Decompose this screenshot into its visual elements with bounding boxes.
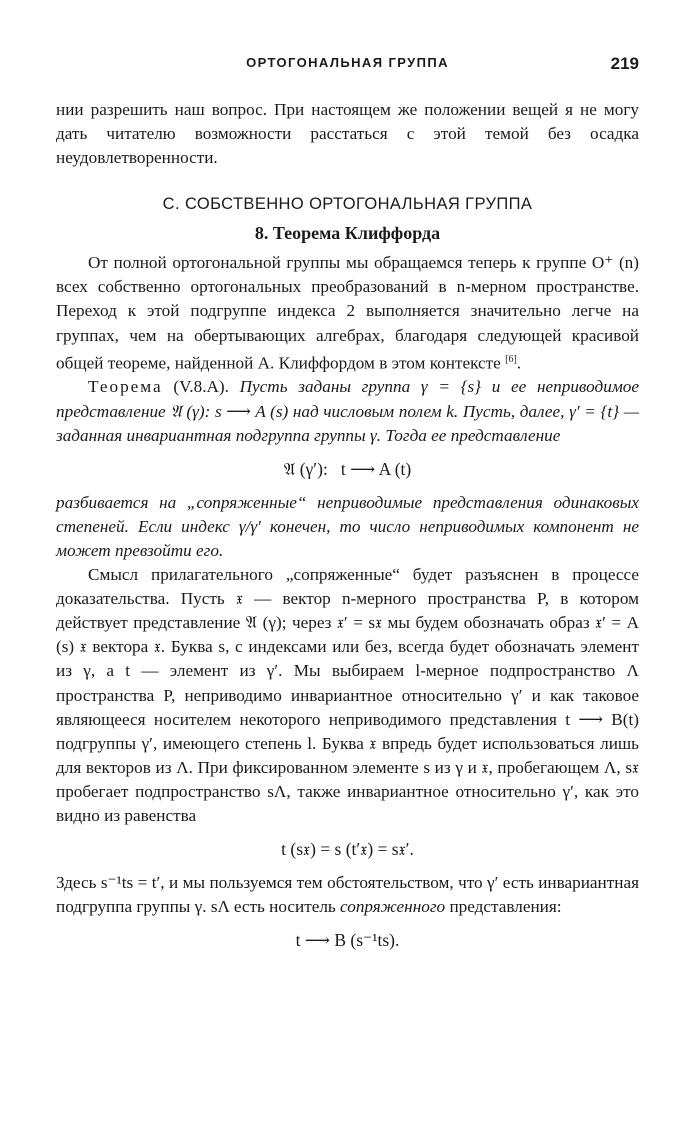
conjugate-paragraph: [56, 871, 639, 919]
conjugate-term: сопряженного: [340, 897, 446, 917]
running-title: ОРТОГОНАЛЬНАЯ ГРУППА: [246, 55, 449, 70]
theorem-paragraph: [56, 375, 639, 447]
formula-restricted-representation: 𝔄 (γ′): t ⟶ A (t): [283, 458, 412, 479]
reference-mark: [6]: [505, 353, 517, 365]
running-head: [56, 48, 639, 84]
book-page: [56, 48, 639, 962]
intro-end: .: [516, 353, 522, 373]
theorem-label: Теорема: [88, 377, 163, 397]
carryover-paragraph: нии разрешить наш вопрос. При настоящем же положении вещей я не могу дать читателю возможности расстаться с этой темой без осадка неудовлетворенности.: [56, 100, 639, 168]
page-number: 219: [610, 54, 639, 73]
theorem-conclusion: разбивается на „сопряженные“ неприводимые представления одинаковых степеней. Если индекс γ/γ′ конечен, то число неприводимых компонент не может превзойти его.: [56, 492, 639, 560]
intro-paragraph: [56, 251, 639, 375]
subsection-heading: 8. Теорема Клиффорда: [254, 223, 441, 244]
theorem-statement: Пусть заданы группа γ = {s} и ее неприводимое представление 𝔄 (γ): s ⟶ A (s) над числовым полем k. Пусть, далее, γ′ = {t} — заданная инвариантная подгруппа группы γ. Тогда ее представление: [56, 377, 640, 445]
intro-text: От полной ортогональной группы мы обращаемся теперь к группе O⁺ (n) всех собственно ортогональных преобразований в n-мерном пространстве. Переход к этой подгруппе индекса 2 выполняется значительно легче на группах, чем на обертывающих алгебрах, благодаря следующей красивой общей теореме, найденной А. Клиффордом в этом контексте: [56, 253, 639, 373]
proof-paragraph: Смысл прилагательного „сопряженные“ будет разъяснен в процессе доказательства. Пусть 𝔵 — вектор n-мерного пространства P, в котором действует представление 𝔄 (γ); через 𝔵′ = s𝔵 мы будем обозначать образ 𝔵′ = A (s) 𝔵 вектора 𝔵. Буква s, с индексами или без, всегда будет обозначать элемент из γ, а t — элемент из γ′. Мы выбираем l-мерное подпространство Λ пространства P, неприводимо инвариантное относительно γ′ и как таковое являющееся носителем некоторого неприводимого представления t ⟶ B(t) подгруппы γ′, имеющего степень l. Буква 𝔵 впредь будет использоваться лишь для векторов из Λ. При фиксированном элементе s из γ и 𝔵, пробегающем Λ, s𝔵 пробегает подпространство sΛ, также инвариантное относительно γ′, как это видно из равенства: [56, 565, 639, 825]
conjugate-text-end: представления:: [449, 897, 562, 917]
section-heading: С. СОБСТВЕННО ОРТОГОНАЛЬНАЯ ГРУППА: [162, 195, 533, 214]
formula-invariance: t (s𝔵) = s (t′𝔵) = s𝔵′.: [281, 839, 414, 860]
theorem-number: (V.8.A).: [173, 377, 229, 397]
formula-conjugate-representation: t ⟶ B (s⁻¹ts).: [295, 930, 400, 951]
conjugate-text: Здесь s⁻¹ts = t′, и мы пользуемся тем обстоятельством, что γ′ есть инвариантная подгруппа группы γ. sΛ есть носитель: [56, 873, 639, 917]
